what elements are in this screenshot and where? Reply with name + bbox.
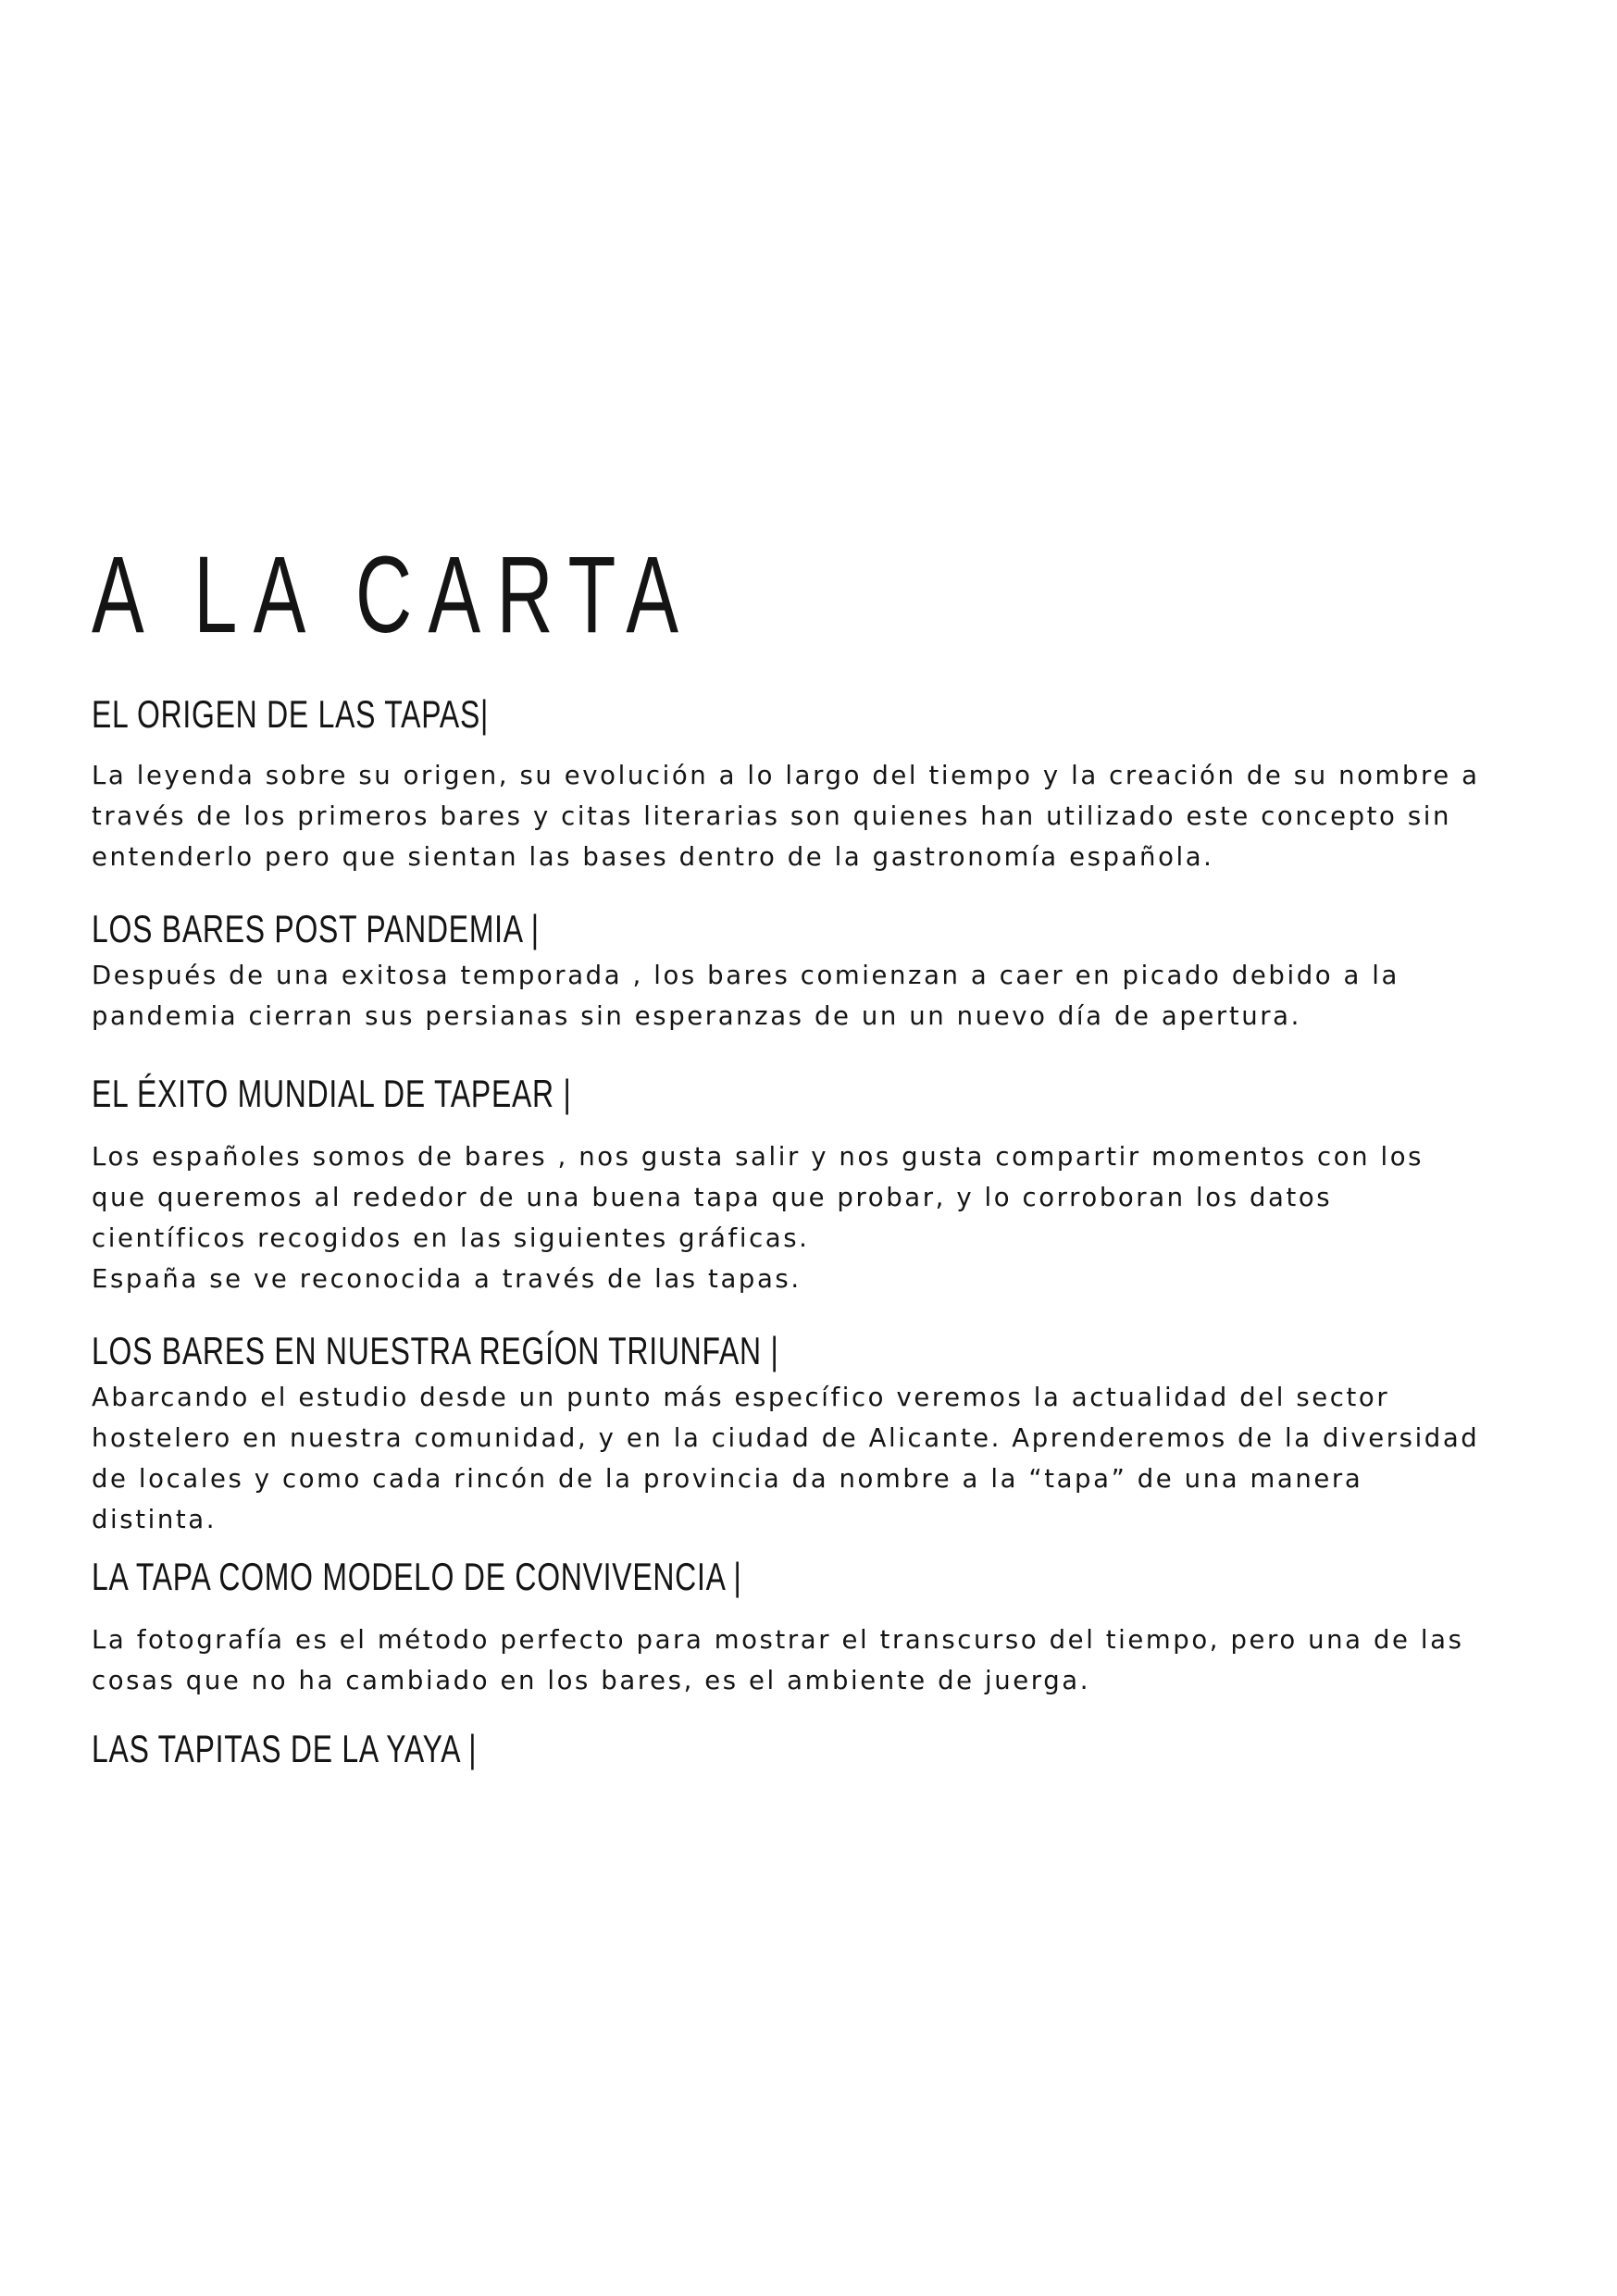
section-heading: LAS TAPITAS DE LA YAYA | (92, 1727, 478, 1770)
section-exito-mundial (92, 1072, 1536, 1299)
section-body: La leyenda sobre su origen, su evolución a lo largo del tiempo y la creación de su nombre a través de los primeros bares y citas literarias son quienes han utilizado este concepto sin entenderlo pero que sientan las bases dentro de la gastronomía española. (92, 761, 1480, 872)
section-heading: LA TAPA COMO MODELO DE CONVIVENCIA | (92, 1555, 742, 1598)
section-body: Abarcando el estudio desde un punto más específico veremos la actualidad del sector hostelero en nuestra comunidad, y en la ciudad de Alicante. Aprenderemos de la diversidad de locales y como cada rincón de la provincia da nombre a la “tapa” de una manera distinta. (92, 1383, 1480, 1534)
section-bares-post-pandemia (92, 907, 1536, 1036)
section-body: Los españoles somos de bares , nos gusta salir y nos gusta compartir momentos con los que queremos al rededor de una buena tapa que probar, y lo corroboran los datos científicos recogidos en las siguientes gráficas. España se ve reconocida a través de las tapas. (92, 1142, 1424, 1294)
section-heading: LOS BARES EN NUESTRA REGÍON TRIUNFAN | (92, 1329, 779, 1372)
section-heading: EL ÉXITO MUNDIAL DE TAPEAR | (92, 1072, 572, 1115)
section-tapitas-yaya (92, 1727, 1536, 1771)
page-title: A LA CARTA (92, 534, 695, 656)
section-heading: EL ORIGEN DE LAS TAPAS| (92, 692, 490, 736)
section-heading: LOS BARES POST PANDEMIA | (92, 907, 540, 950)
section-bares-region (92, 1329, 1536, 1540)
section-origen-tapas (92, 692, 1536, 877)
section-body: Después de una exitosa temporada , los bares comienzan a caer en picado debido a la pandemia cierran sus persianas sin esperanzas de un un nuevo día de apertura. (92, 961, 1400, 1031)
section-tapa-convivencia (92, 1555, 1536, 1701)
section-body: La fotografía es el método perfecto para mostrar el transcurso del tiempo, pero una de las cosas que no ha cambiado en los bares, es el ambiente de juerga. (92, 1625, 1464, 1695)
